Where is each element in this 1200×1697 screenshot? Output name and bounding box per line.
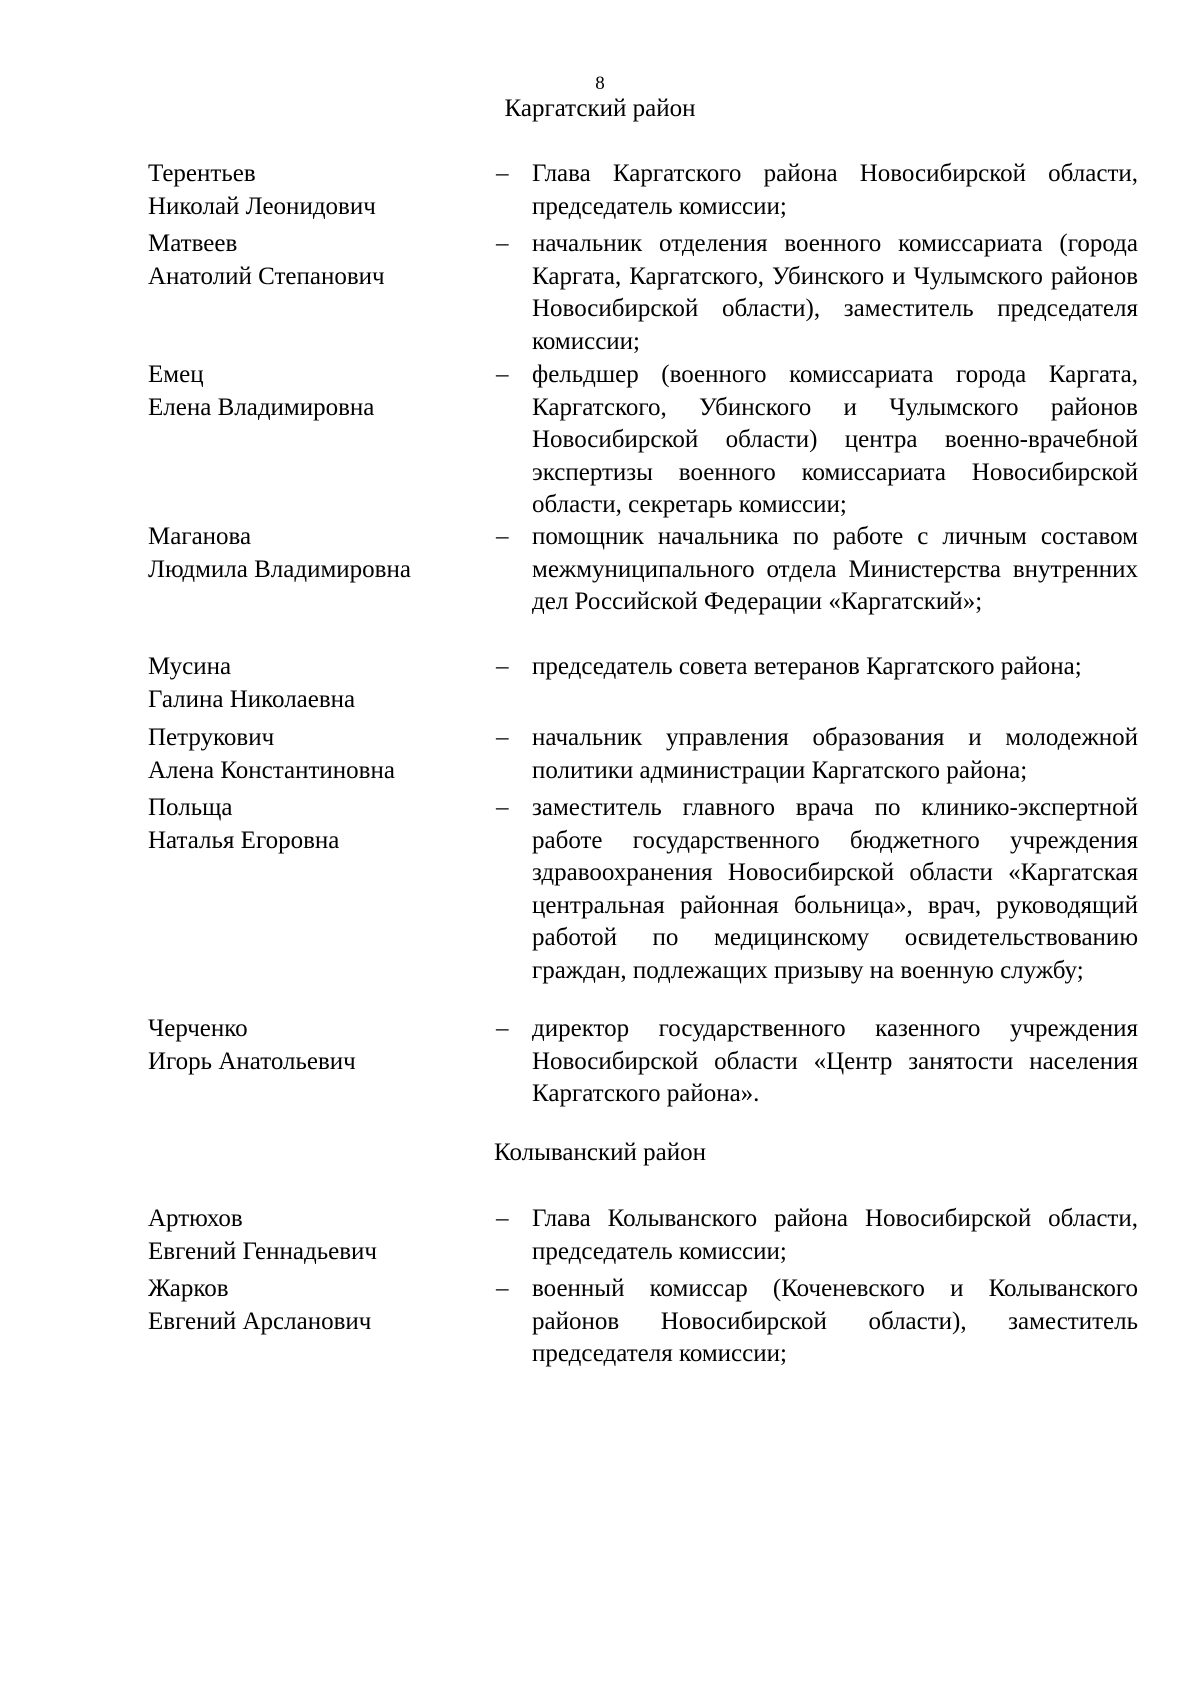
member-surname: Артюхов (148, 1205, 243, 1232)
member-name (148, 651, 478, 716)
member-name (148, 792, 478, 857)
member-role: начальник управления образования и молодежной политики администрации Каргатского района; (532, 724, 1138, 784)
member-role: Глава Колыванского района Новосибирской области, председатель комиссии; (532, 1205, 1138, 1265)
member-given-names: Игорь Анатольевич (148, 1047, 356, 1075)
member-given-names: Алена Константиновна (148, 756, 395, 784)
member-role: помощник начальника по работе с личным составом межмуниципального отдела Министерства внутренних дел Российской Федерации «Каргатский»; (532, 523, 1138, 615)
dash-separator: – (496, 361, 509, 388)
dash-separator: – (496, 1205, 509, 1232)
member-name (148, 521, 478, 586)
dash-separator: – (496, 1275, 509, 1302)
member-role: директор государственного казенного учреждения Новосибирской области «Центр занятости населения Каргатского района». (532, 1015, 1138, 1107)
member-role: начальник отделения военного комиссариата (города Каргата, Каргатского, Убинского и Чулымского районов Новосибирской области), заместитель председателя комиссии; (532, 230, 1138, 355)
member-role: председатель совета ветеранов Каргатского района; (532, 653, 1082, 680)
member-given-names: Евгений Арсланович (148, 1307, 372, 1335)
page-number: 8 (595, 73, 605, 94)
section-title-kargat: Каргатский район (504, 95, 696, 122)
member-surname: Емец (148, 361, 204, 388)
dash-separator: – (496, 653, 509, 680)
dash-separator: – (496, 794, 509, 821)
member-given-names: Галина Николаевна (148, 685, 356, 713)
member-surname: Жарков (148, 1275, 229, 1302)
member-name (148, 158, 478, 223)
dash-separator: – (496, 523, 509, 550)
member-surname: Петрукович (148, 724, 275, 751)
dash-separator: – (496, 160, 509, 187)
member-given-names: Анатолий Степанович (148, 262, 385, 290)
member-name (148, 1013, 478, 1078)
member-surname: Матвеев (148, 230, 238, 257)
member-name (148, 1273, 478, 1338)
member-name (148, 228, 478, 293)
member-role: Глава Каргатского района Новосибирской области, председатель комиссии; (532, 160, 1138, 220)
member-surname: Польща (148, 794, 233, 821)
member-name (148, 722, 478, 787)
member-given-names: Евгений Геннадьевич (148, 1237, 377, 1265)
member-surname: Терентьев (148, 160, 256, 187)
member-name (148, 1203, 478, 1268)
member-given-names: Наталья Егоровна (148, 826, 340, 854)
member-given-names: Людмила Владимировна (148, 555, 411, 583)
member-surname: Маганова (148, 523, 252, 550)
member-name (148, 359, 478, 424)
member-role: военный комиссар (Коченевского и Колыванского районов Новосибирской области), заместитель председателя комиссии; (532, 1275, 1138, 1367)
member-given-names: Елена Владимировна (148, 393, 375, 421)
dash-separator: – (496, 230, 509, 257)
member-role: фельдшер (военного комиссариата города Каргата, Каргатского, Убинского и Чулымского районов Новосибирской области) центра военно-врачебной экспертизы военного комиссариата Новосибирской области, секретарь комиссии; (532, 361, 1138, 518)
member-given-names: Николай Леонидович (148, 192, 376, 220)
dash-separator: – (496, 1015, 509, 1042)
member-role: заместитель главного врача по клинико-экспертной работе государственного бюджетного учреждения здравоохранения Новосибирской области «Каргатская центральная районная больница», врач, руководящий работой по медицинскому освидетельствованию граждан, подлежащих призыву на военную службу; (532, 794, 1138, 984)
section-title-kolyvan: Колыванский район (494, 1139, 706, 1166)
dash-separator: – (496, 724, 509, 751)
member-surname: Черченко (148, 1015, 248, 1042)
member-surname: Мусина (148, 653, 232, 680)
